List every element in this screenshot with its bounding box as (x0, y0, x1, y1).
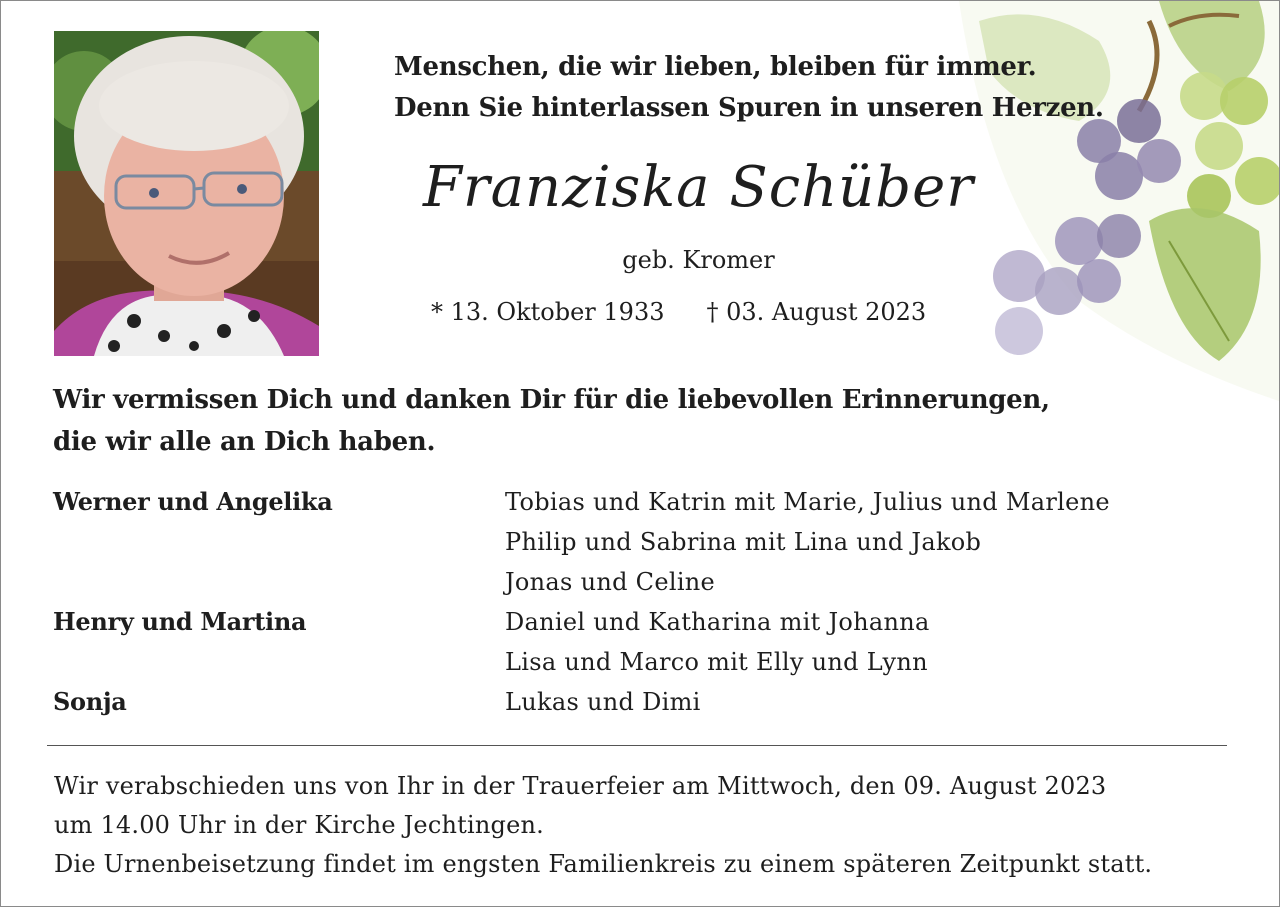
family-parent: Werner und Angelika (53, 487, 333, 516)
family-row (53, 682, 1253, 722)
birth-date: * 13. Oktober 1933 (431, 298, 665, 326)
deceased-name: Franziska Schüber (423, 155, 974, 220)
family-children: Daniel und Katharina mit Johanna (505, 608, 930, 636)
quote-line: Denn Sie hinterlassen Spuren in unseren Herzen. (394, 93, 1104, 123)
birth-name: geb. Kromer (622, 246, 775, 274)
funeral-line: Die Urnenbeisetzung findet im engsten Familienkreis zu einem späteren Zeitpunkt statt. (54, 850, 1153, 878)
thanks-line: Wir vermissen Dich und danken Dir für die liebevollen Erinnerungen, (53, 385, 1050, 415)
family-row (53, 642, 1253, 682)
thanks-line: die wir alle an Dich haben. (53, 427, 436, 457)
funeral-line: um 14.00 Uhr in der Kirche Jechtingen. (54, 811, 544, 839)
life-dates (431, 298, 926, 326)
family-children: Lisa und Marco mit Elly und Lynn (505, 648, 928, 676)
quote-line: Menschen, die wir lieben, bleiben für immer. (394, 52, 1037, 82)
family-children: Jonas und Celine (505, 568, 716, 596)
family-parent: Henry und Martina (53, 607, 307, 636)
family-children: Tobias und Katrin mit Marie, Julius und Marlene (505, 488, 1110, 516)
family-list (53, 482, 1253, 722)
family-row (53, 562, 1253, 602)
thanks-message (53, 379, 1050, 463)
family-children: Lukas und Dimi (505, 688, 701, 716)
memorial-quote (394, 47, 1104, 129)
family-row (53, 482, 1253, 522)
funeral-line: Wir verabschieden uns von Ihr in der Trauerfeier am Mittwoch, den 09. August 2023 (54, 772, 1107, 800)
family-row (53, 522, 1253, 562)
portrait-photo (54, 31, 319, 356)
family-parent: Sonja (53, 687, 127, 716)
family-row (53, 602, 1253, 642)
divider (47, 745, 1227, 746)
death-date: † 03. August 2023 (706, 298, 927, 326)
funeral-info (54, 767, 1152, 884)
family-children: Philip und Sabrina mit Lina und Jakob (505, 528, 982, 556)
